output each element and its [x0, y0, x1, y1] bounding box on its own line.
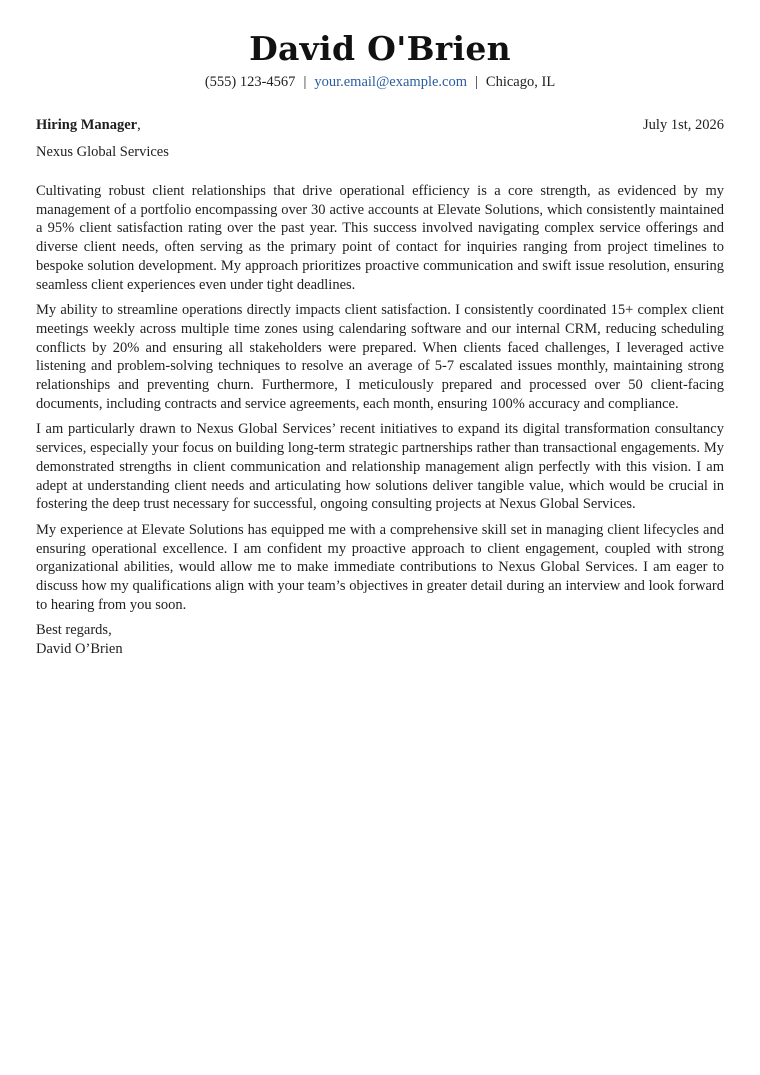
body-paragraph: Cultivating robust client relationships that drive operational efficiency is a core strength, as evidenced by my management of a portfolio encompassing over 30 active accounts at Elevate Solutions, which consistently maintained a 95% client satisfaction rating over the past year. This success involved navigating complex service offerings and diverse client needs, often serving as the primary point of contact for inquiries ranging from project timelines to bespoke solution development. My approach prioritizes proactive communication and swift issue resolution, ensuring seamless client experiences even under tight deadlines.	[36, 183, 724, 293]
closing-phrase: Best regards,	[36, 622, 112, 639]
signature-name: David O’Brien	[36, 641, 123, 658]
contact-line	[36, 72, 724, 92]
recipient-line	[36, 115, 141, 135]
letter-date: July 1st, 2026	[643, 117, 724, 133]
body-paragraph: I am particularly drawn to Nexus Global Services’ recent initiatives to expand its digital transformation consultancy services, especially your focus on building long-term strategic partnerships rather than transactional engagements. My demonstrated strengths in client communication and relationship management align perfectly with this vision. I am adept at understanding client needs and articulating how solutions deliver tangible value, which would be crucial in fostering the deep trust necessary for successful, ongoing consulting projects at Nexus Global Services.	[36, 421, 724, 513]
email-link[interactable]: your.email@example.com	[314, 74, 468, 90]
phone-number: (555) 123-4567	[204, 74, 296, 90]
location: Chicago, IL	[485, 74, 556, 90]
recipient-comma: ,	[137, 117, 141, 133]
contact-separator: |	[475, 74, 478, 90]
company-name: Nexus Global Services	[36, 144, 169, 160]
contact-separator: |	[303, 74, 307, 90]
body-paragraph: My experience at Elevate Solutions has equipped me with a comprehensive skill set in managing client lifecycles and ensuring operational excellence. I am confident my proactive approach to client engagement, coupled with strong organizational abilities, would allow me to make immediate contributions to Nexus Global Services. I am eager to discuss how my qualifications align with your team’s objectives in greater detail during an interview and look forward to hearing from you soon.	[36, 521, 724, 613]
letter-closing	[36, 621, 724, 659]
letter-body	[36, 182, 724, 614]
letter-heading-row	[36, 115, 724, 135]
applicant-name: David O'Brien	[249, 29, 511, 68]
body-paragraph: My ability to streamline operations directly impacts client satisfaction. I consistently coordinated 15+ complex client meetings weekly across multiple time zones using calendaring software and our internal CRM, reducing scheduling conflicts by 20% and ensuring all stakeholders were prepared. When clients faced challenges, I leveraged active listening and problem-solving techniques to resolve an average of 5-7 escalated issues monthly, maintaining strong relationships and preventing churn. Furthermore, I meticulously prepared and processed over 50 client-facing documents, including contracts and service agreements, each month, ensuring 100% accuracy and compliance.	[36, 302, 724, 412]
recipient-name: Hiring Manager	[36, 117, 138, 133]
